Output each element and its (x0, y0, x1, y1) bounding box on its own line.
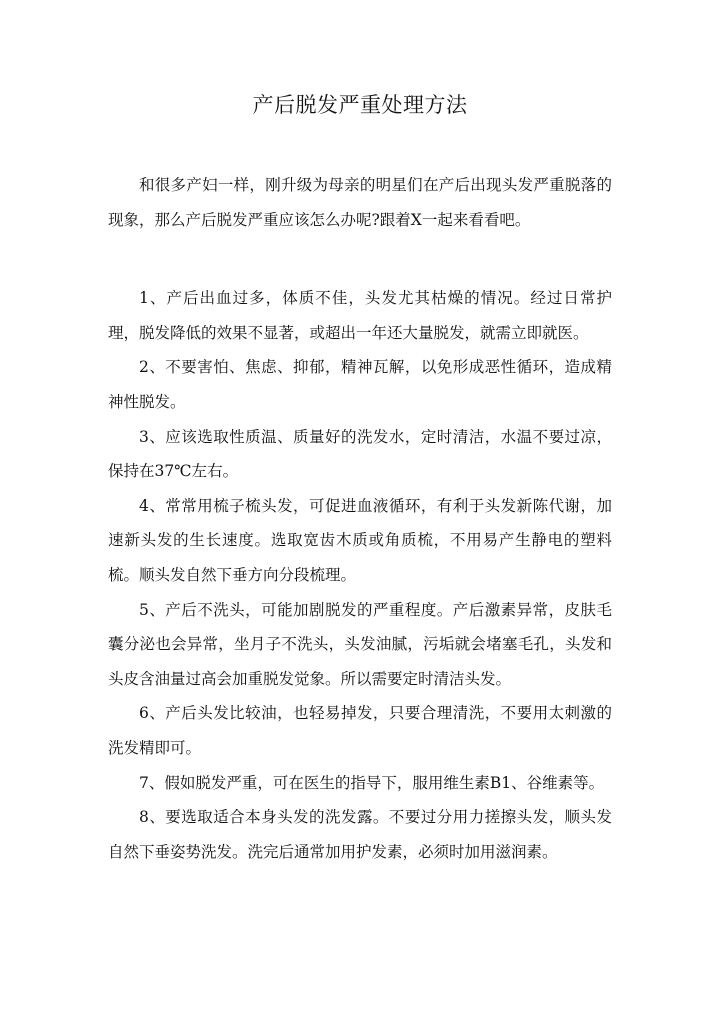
list-item: 2、不要害怕、焦虑、抑郁，精神瓦解，以免形成恶性循环，造成精神性脱发。 (108, 358, 612, 411)
list-item: 1、产后出血过多，体质不佳，头发尤其枯燥的情况。经过日常护理，脱发降低的效果不显著，或超出一年还大量脱发，就需立即就医。 (108, 289, 612, 342)
list-item: 6、产后头发比较油，也轻易掉发，只要合理清洗，不要用太刺激的洗发精即可。 (108, 704, 612, 757)
list-item: 7、假如脱发严重，可在医生的指导下，服用维生素B1、谷维素等。 (139, 773, 605, 792)
list-item: 8、要选取适合本身头发的洗发露。不要过分用力搓擦头发，顺头发自然下垂姿势洗发。洗完后通常加用护发素，必须时加用滋润素。 (108, 808, 612, 861)
list-item: 5、产后不洗头，可能加剧脱发的严重程度。产后激素异常，皮肤毛囊分泌也会异常，坐月子不洗头，头发油腻，污垢就会堵塞毛孔，头发和头皮含油量过高会加重脱发觉象。所以需要定时清洁头发。 (108, 600, 612, 688)
list-item: 4、常常用梳子梳头发，可促进血液循环，有利于头发新陈代谢，加速新头发的生长速度。选取宽齿木质或角质梳，不用易产生静电的塑料梳。顺头发自然下垂方向分段梳理。 (108, 496, 612, 584)
intro-paragraph: 和很多产妇一样，刚升级为母亲的明星们在产后出现头发严重脱落的现象，那么产后脱发严重应该怎么办呢?跟着X一起来看看吧。 (108, 176, 612, 229)
list-item: 3、应该选取性质温、质量好的洗发水，定时清洁，水温不要过凉，保持在37℃左右。 (108, 427, 612, 481)
document-body (108, 168, 612, 869)
document-title: 产后脱发严重处理方法 (252, 93, 468, 117)
